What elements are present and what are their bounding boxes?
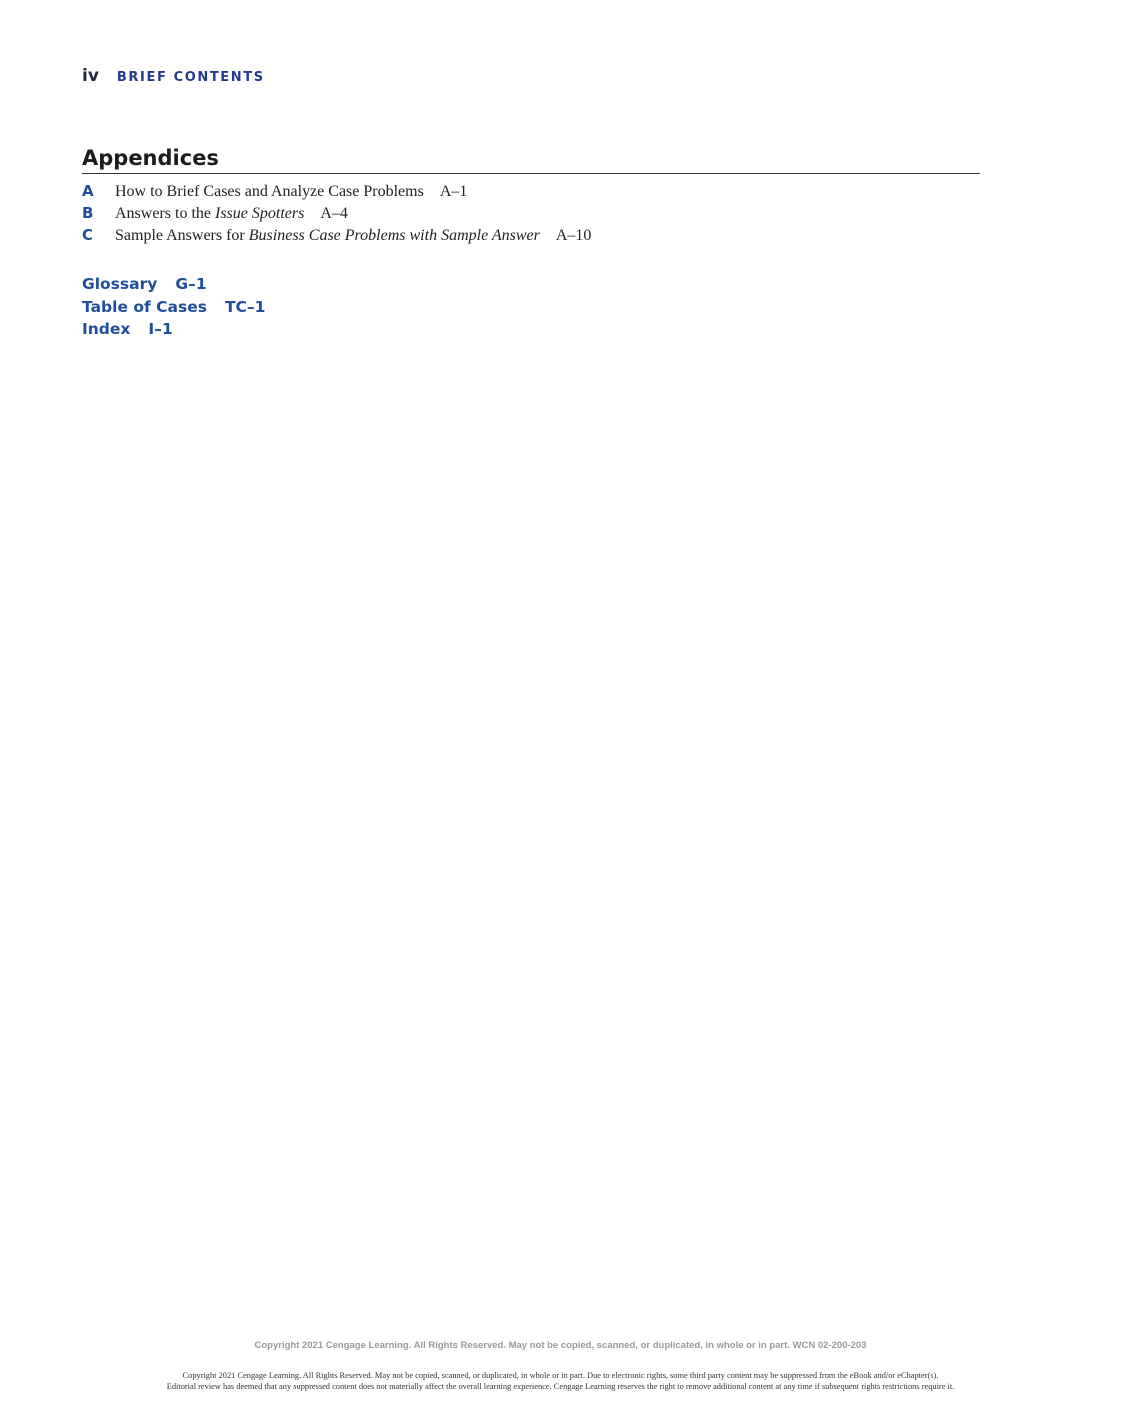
back-matter-glossary[interactable]	[82, 275, 265, 298]
back-matter-page-ref: TC–1	[224, 297, 266, 316]
back-matter-list	[82, 275, 265, 343]
appendix-page-ref: A–10	[555, 227, 592, 244]
copyright-notice-line-2: Editorial review has deemed that any suppressed content does not materially affect the overall learning experience. Cengage Learning reserves the right to remove additional content at any time if subsequent rights restrictions require it.	[166, 1382, 955, 1391]
running-head-title: BRIEF CONTENTS	[116, 70, 265, 85]
back-matter-label: Table of Cases	[82, 297, 207, 316]
appendix-title: Sample Answers for Business Case Problems with Sample Answer	[115, 227, 540, 244]
appendix-letter: C	[82, 226, 94, 244]
copyright-notice	[0, 1370, 1121, 1392]
appendix-letter: A	[82, 182, 94, 200]
back-matter-page-ref: I–1	[148, 320, 173, 338]
running-header	[82, 66, 265, 86]
back-matter-label: Glossary	[82, 275, 158, 293]
appendix-list	[82, 182, 980, 248]
back-matter-table-of-cases[interactable]	[82, 298, 265, 321]
appendix-item-c[interactable]	[82, 226, 980, 248]
section-title: Appendices	[82, 146, 980, 174]
appendix-item-b[interactable]	[82, 204, 980, 226]
back-matter-index[interactable]	[82, 320, 265, 343]
appendix-item-a[interactable]	[82, 182, 980, 204]
appendix-title: Answers to the Issue Spotters	[115, 205, 305, 222]
back-matter-page-ref: G–1	[175, 275, 207, 293]
page-number: iv	[82, 66, 99, 86]
appendices-section	[82, 146, 980, 248]
appendix-letter: B	[82, 204, 94, 222]
back-matter-label: Index	[82, 320, 131, 338]
copyright-notice-line-1: Copyright 2021 Cengage Learning. All Rights Reserved. May not be copied, scanned, or duplicated, in whole or in part. Due to electronic rights, some third party content may be suppressed from the eBook and/or eChapter(s).	[182, 1371, 939, 1380]
appendix-page-ref: A–1	[439, 183, 468, 200]
appendix-title: How to Brief Cases and Analyze Case Problems	[115, 183, 424, 200]
copyright-watermark: Copyright 2021 Cengage Learning. All Rights Reserved. May not be copied, scanned, or duplicated, in whole or in part. WCN 02-200-203	[254, 1340, 867, 1351]
appendix-page-ref: A–4	[320, 205, 348, 222]
